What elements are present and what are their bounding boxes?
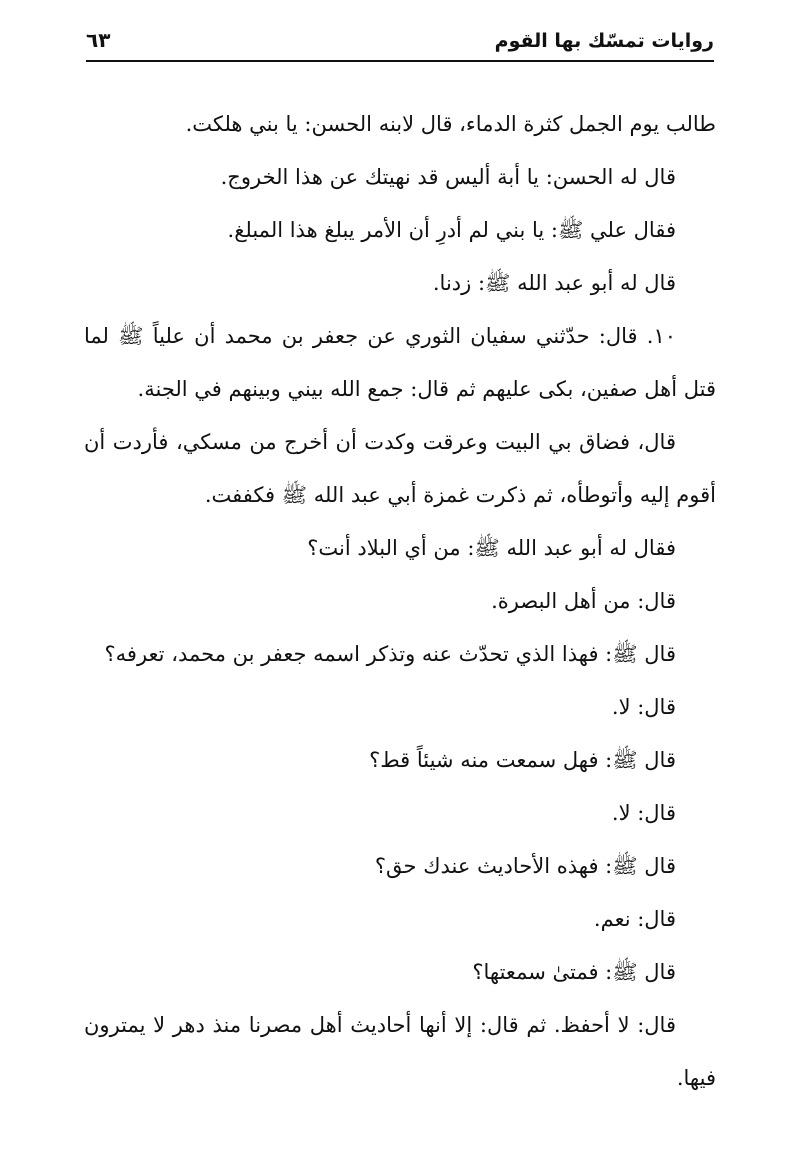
paragraph-13: قال ﷺ: فهذه الأحاديث عندك حق؟	[374, 854, 676, 878]
paragraph-10: قال: لا.	[611, 695, 676, 719]
paragraph-3: فقال علي ﷺ: يا بني لم أدرِ أن الأمر يبلغ هذا المبلغ.	[227, 218, 676, 242]
paragraph-4: قال له أبو عبد الله ﷺ: زدنا.	[432, 271, 676, 295]
paragraph-7: فقال له أبو عبد الله ﷺ: من أي البلاد أنت؟	[307, 536, 676, 560]
page-number: ٦٣	[86, 28, 111, 52]
paragraph-11: قال ﷺ: فهل سمعت منه شيئاً قط؟	[369, 748, 676, 772]
paragraph-5: ١٠. قال: حدّثني سفيان الثوري عن جعفر بن محمد أن علياً ﷺ لما قتل أهل صفين، بكى عليهم ثم قال: جمع الله بيني وبينهم في الجنة.	[84, 324, 716, 401]
paragraph-8: قال: من أهل البصرة.	[491, 589, 676, 613]
page-header	[86, 26, 714, 60]
paragraph-14: قال: نعم.	[593, 907, 676, 931]
header-rule	[86, 60, 714, 62]
paragraph-15: قال ﷺ: فمتىٰ سمعتها؟	[472, 960, 676, 984]
running-title: روايات تمسّك بها القوم	[494, 30, 714, 52]
paragraph-16: قال: لا أحفظ. ثم قال: إلا أنها أحاديث أهل مصرنا منذ دهر لا يمترون فيها.	[84, 1013, 716, 1090]
paragraph-2: قال له الحسن: يا أبة أليس قد نهيتك عن هذا الخروج.	[220, 165, 676, 189]
paragraph-6: قال، فضاق بي البيت وعرقت وكدت أن أخرج من مسكي، فأردت أن أقوم إليه وأتوطأه، ثم ذكرت غمزة أبي عبد الله ﷺ فكففت.	[84, 430, 716, 507]
paragraph-1: طالب يوم الجمل كثرة الدماء، قال لابنه الحسن: يا بني هلكت.	[185, 112, 716, 136]
paragraph-12: قال: لا.	[611, 801, 676, 825]
paragraph-9: قال ﷺ: فهذا الذي تحدّث عنه وتذكر اسمه جعفر بن محمد، تعرفه؟	[104, 642, 676, 666]
body-text	[84, 98, 716, 1105]
